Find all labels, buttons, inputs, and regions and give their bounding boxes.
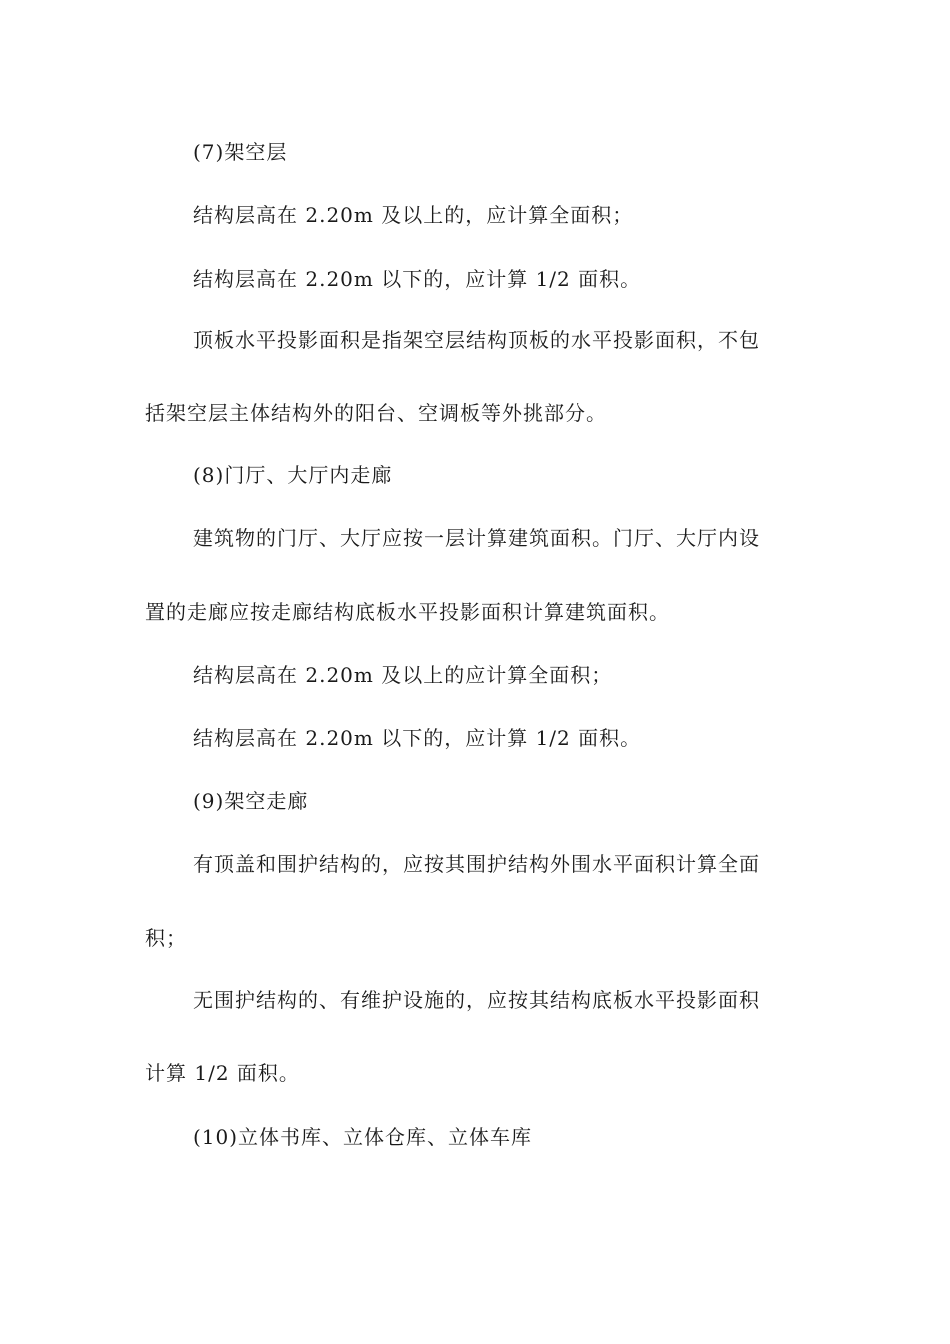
paragraph-line: 括架空层主体结构外的阳台、空调板等外挑部分。 xyxy=(145,401,607,425)
heading-9-elevated-corridor: (9)架空走廊 xyxy=(193,789,309,813)
paragraph-line: 结构层高在 2.20m 以下的，应计算 1/2 面积。 xyxy=(193,726,642,750)
paragraph-line: 建筑物的门厅、大厅应按一层计算建筑面积。门厅、大厅内设 xyxy=(193,526,760,550)
heading-10-stacked-storage: (10)立体书库、立体仓库、立体车库 xyxy=(193,1125,533,1149)
heading-7-stilt-floor: (7)架空层 xyxy=(193,140,288,164)
paragraph-line: 结构层高在 2.20m 以下的，应计算 1/2 面积。 xyxy=(193,267,642,291)
paragraph-line: 置的走廊应按走廊结构底板水平投影面积计算建筑面积。 xyxy=(145,600,670,624)
heading-8-lobby-corridor: (8)门厅、大厅内走廊 xyxy=(193,463,393,487)
paragraph-line: 无围护结构的、有维护设施的，应按其结构底板水平投影面积 xyxy=(193,988,760,1012)
paragraph-line: 积； xyxy=(145,926,187,950)
paragraph-line: 计算 1/2 面积。 xyxy=(145,1061,300,1085)
paragraph-line: 有顶盖和围护结构的，应按其围护结构外围水平面积计算全面 xyxy=(193,852,760,876)
paragraph-line: 结构层高在 2.20m 及以上的，应计算全面积； xyxy=(193,203,634,227)
paragraph-line: 结构层高在 2.20m 及以上的应计算全面积； xyxy=(193,663,613,687)
paragraph-line: 顶板水平投影面积是指架空层结构顶板的水平投影面积，不包 xyxy=(193,328,760,352)
